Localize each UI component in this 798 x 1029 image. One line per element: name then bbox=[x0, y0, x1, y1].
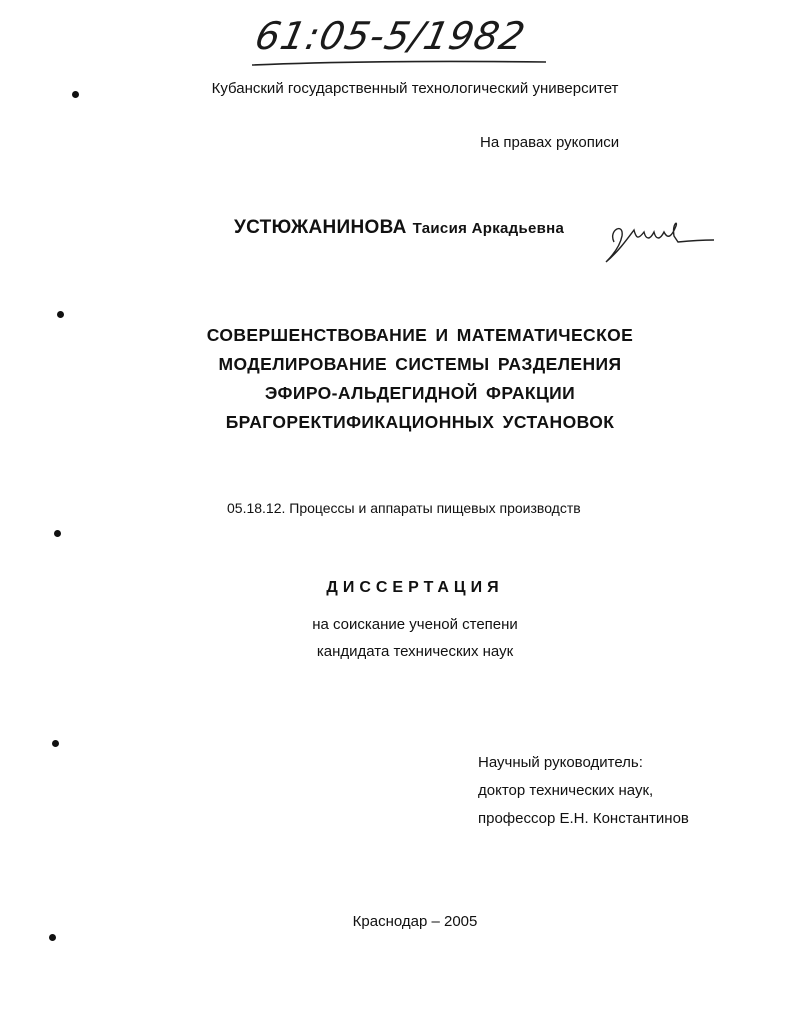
dissertation-title bbox=[180, 321, 660, 437]
supervisor-label: Научный руководитель: bbox=[478, 754, 643, 771]
dissertation-heading: ДИССЕРТАЦИЯ bbox=[326, 579, 504, 596]
binding-hole-mark bbox=[52, 740, 59, 747]
binding-hole-mark bbox=[72, 91, 79, 98]
degree-line: на соискание ученой степени bbox=[312, 616, 518, 633]
supervisor-name: профессор Е.Н. Константинов bbox=[478, 810, 689, 827]
binding-hole-mark bbox=[57, 311, 64, 318]
supervisor-degree: доктор технических наук, bbox=[478, 782, 654, 799]
author-signature bbox=[598, 212, 718, 268]
university-name: Кубанский государственный технологический университет bbox=[211, 80, 619, 97]
author-given-names: Таисия Аркадьевна bbox=[412, 220, 565, 237]
title-line: СОВЕРШЕНСТВОВАНИЕ И МАТЕМАТИЧЕСКОЕ bbox=[206, 325, 634, 345]
author-surname: УСТЮЖАНИНОВА bbox=[234, 217, 407, 238]
title-line: БРАГОРЕКТИФИКАЦИОННЫХ УСТАНОВОК bbox=[225, 412, 615, 432]
stamp-underline bbox=[250, 56, 550, 70]
archive-stamp-number: 61:05-5/1982 bbox=[251, 14, 530, 58]
city-year: Краснодар – 2005 bbox=[352, 913, 478, 930]
supervisor-block bbox=[478, 749, 689, 833]
degree-statement bbox=[120, 611, 710, 665]
manuscript-rights-note: На правах рукописи bbox=[480, 134, 620, 151]
title-line: МОДЕЛИРОВАНИЕ СИСТЕМЫ РАЗДЕЛЕНИЯ bbox=[218, 354, 622, 374]
author-line bbox=[234, 217, 564, 239]
title-line: ЭФИРО-АЛЬДЕГИДНОЙ ФРАКЦИИ bbox=[264, 383, 576, 403]
specialty-code: 05.18.12. Процессы и аппараты пищевых производств bbox=[227, 500, 581, 516]
binding-hole-mark bbox=[54, 530, 61, 537]
binding-hole-mark bbox=[49, 934, 56, 941]
degree-line: кандидата технических наук bbox=[316, 643, 514, 660]
